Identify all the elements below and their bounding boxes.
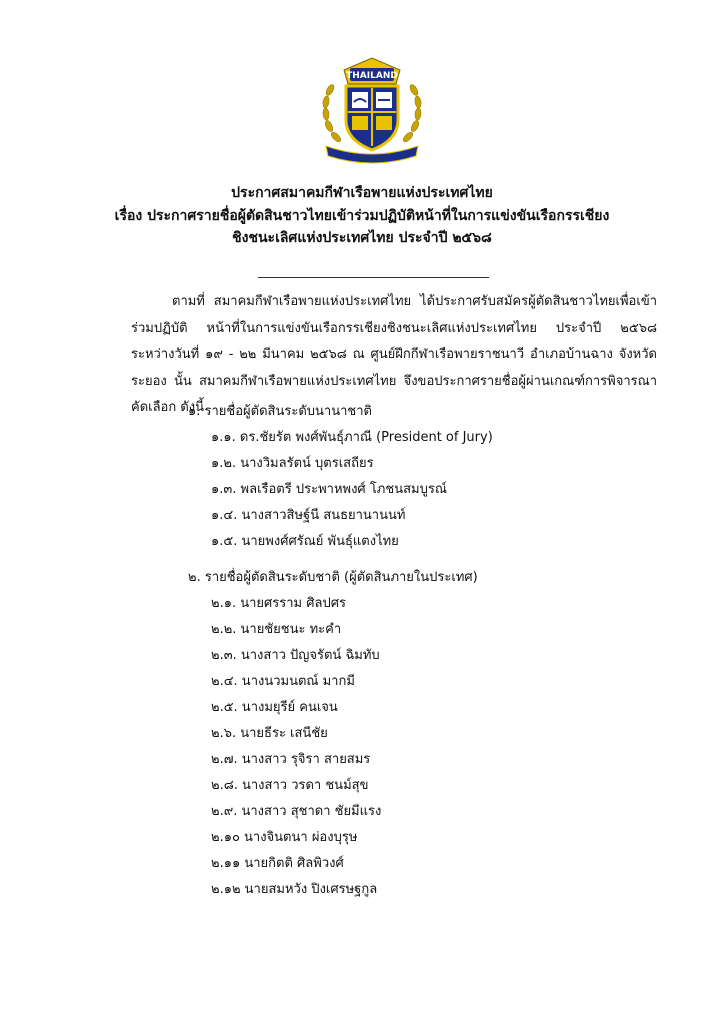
body-line-2: หน้าที่ในการแข่งขันเรือกรรเชียงชิงชนะเลิศแห่งประเทศไทย ประจำปี ๒๕๖๘ ระหว่างวันที่ ๑๙ - ๒๒ มีนาคม xyxy=(131,320,657,362)
title-divider xyxy=(258,277,489,278)
referee-list-item: ๒.๒. นายชัยชนะ ทะคำ xyxy=(211,622,342,637)
referee-list-item: ๒.๖. นายธีระ เสนีชัย xyxy=(211,726,328,741)
body-line-1: ตามที่ สมาคมกีฬาเรือพายแห่งประเทศไทย ได้ประกาศรับสมัครผู้ตัดสินชาวไทยเพื่อเข้าร่วมปฏิบัติ xyxy=(131,294,657,336)
logo-emblem-text: THAILAND xyxy=(346,71,398,81)
referee-list-item: ๒.๙. นางสาว สุชาดา ชัยมีแรง xyxy=(211,804,382,819)
announcement-title: ประกาศสมาคมกีฬาเรือพายแห่งประเทศไทย xyxy=(231,185,493,201)
referee-list-item: ๒.๓. นางสาว ปัญจรัตน์ ฉิมทับ xyxy=(211,648,380,663)
referee-list-item: ๑.๕. นายพงศ์ศรัณย์ พันธุ์แตงไทย xyxy=(211,534,399,549)
body-line-4: จึงขอประกาศรายชื่อผู้ผ่านเกณฑ์การพิจารณาคัดเลือก ดังนี้ xyxy=(131,373,657,415)
announcement-subject: เรื่อง ประกาศรายชื่อผู้ตัดสินชาวไทยเข้าร่วมปฏิบัติหน้าที่ในการแข่งขันเรือกรรเชียง xyxy=(114,208,610,224)
body-line-3: ๒๕๖๘ ณ ศูนย์ฝึกกีฬาเรือพายราชนาวี อำเภอบ้านฉาง จังหวัดระยอง นั้น สมาคมกีฬาเรือพายแห่งประเทศไทย xyxy=(131,347,657,389)
section-2-heading: ๒. รายชื่อผู้ตัดสินระดับชาติ (ผู้ตัดสินภายในประเทศ) xyxy=(188,570,478,585)
referee-list-item: ๒.๘. นางสาว วรดา ชนม์สุข xyxy=(211,778,369,793)
referee-list-item: ๒.๔. นางนวมนตณ์ มากมี xyxy=(211,674,355,689)
referee-list-item: ๒.๕. นางมยุรีย์ คนเจน xyxy=(211,700,338,715)
association-logo xyxy=(316,50,428,165)
section-1-heading: ๑. รายชื่อผู้ตัดสินระดับนานาชาติ xyxy=(188,404,372,419)
referee-list-item: ๒.๑๑ นายกิตติ ศิลพิวงศ์ xyxy=(211,856,344,871)
referee-list-item: ๑.๔. นางสาวสิษฐ์นี สนธยานานนท์ xyxy=(211,508,406,523)
referee-list-item: ๒.๑. นายศรราม ศิลปศร xyxy=(211,596,346,611)
referee-list-item: ๑.๓. พลเรือตรี ประพาหพงศ์ โภชนสมบูรณ์ xyxy=(211,482,447,497)
referee-list-item: ๒.๑๐ นางจินตนา ผ่องบุรุษ xyxy=(211,830,358,845)
referee-list-item: ๑.๒. นางวิมลรัตน์ บุตรเสถียร xyxy=(211,456,374,471)
announcement-subject-line2: ชิงชนะเลิศแห่งประเทศไทย ประจำปี ๒๕๖๘ xyxy=(232,230,492,246)
referee-list-item: ๒.๑๒ นายสมหวัง ปิงเศรษฐกูล xyxy=(211,882,378,897)
referee-list-item: ๒.๗. นางสาว รุจิรา สายสมร xyxy=(211,752,371,767)
referee-list-item: ๑.๑. ดร.ชัยรัต พงศ์พันธุ์ภาณี (President of Jury) xyxy=(211,430,493,445)
